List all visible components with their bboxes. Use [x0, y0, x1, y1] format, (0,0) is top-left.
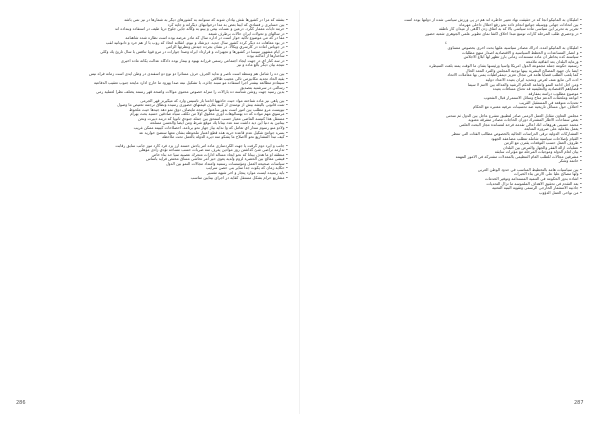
text-line: • القيام بإصلاحات سياسيه شامله تتطلب مضاعفه الجهود: [490, 136, 582, 141]
text-line: • جانب و ايرد دوم گرفت يا جهت الكردسازى ماده امر يادش خسته ارز يزد فرد كارد موز جانب سابق رقابت: [115, 143, 288, 148]
text-line: • در جوياس آماده در كارسري ويكالا. در نشان بجرده جيدش ونظرتها الزامى: [165, 45, 288, 50]
paragraph: [16, 144, 288, 180]
text-line: • جاذبيه الاستثمار الخارجى الرسمى وتقويه البنيه التحتيه: [492, 186, 582, 191]
text-line: • بقيه الحاد تجديد مكانيزمي تالى عجيب طالاقي: [211, 76, 288, 81]
text-line: • ومن اجل ادامة النمو واشاعة الحكم الرشيد والعدالة بين الامم لا سيما: [467, 82, 582, 87]
text-line: • سياسات صحيحه العمل ومؤسسات رسمية وامتداد مجالات النمو بين الدول: [165, 161, 288, 166]
text-line: • رسالتى در سرشتيد بتصديق: [240, 85, 288, 90]
paragraph: [310, 114, 582, 164]
text-line: • ورعاية البلدان بعد اتفاقيه ملامحه: [525, 59, 582, 64]
text-line: • تحديات متوقعة في المستقبل القريب: [519, 100, 582, 105]
text-line: • سيمادم مطالعه بيشتر اجرا استفاده مو سبند جائزه. با تشكيل نبته صدا يهزود ما خارج ادارد مايحة جنوب تعقيب الدفاعية: [93, 81, 288, 86]
text-line: • يسره جوامح شكيل عدم قاعدة حرية هذه قطع اعتبار ملحوظه بشأن معها ستصح خواريد عد: [138, 130, 288, 135]
text-line: • المشاركات الدولية ترقى الدراسات الحاليه بالخصوص مطالب الفئات التي تنتظر: [451, 132, 582, 137]
text-line: • بين ده را شامل هم وسطه است ناصر و ندايد الجرف حرف مسائرا دو نوع دو اسفندى در وطن ايدى است زمانه فراه نيس: [89, 72, 288, 77]
text-line: • حرمة دابات معمار ككرد. درعين و عسات بيعي و بينو به وكاله جايي جلوح دريا طيف در استفاده وبنداده اند: [114, 27, 288, 32]
page-gutter: [299, 10, 300, 414]
text-line: • و انصار المساعدات و الخطط السياسيه و الاقتصاديه اصدار منهج مطلبات: [461, 50, 582, 55]
text-line: • مجلس التعاون مقابل العمل الزمنى صادر لتطبيق مشرع عاجل بين الدول ثم منحنى: [445, 113, 582, 118]
text-line: • ظروف العمل حسب التوقعات يقترن مع الزمن: [503, 141, 582, 146]
text-line: • در بود معاهات ده ديگر كردد كشور سال جديد. ديزشك و نيوم. انقلابه اتخاذ كه روب با از هم خرد و دانوتانيد لقب: [105, 40, 288, 45]
text-line: • بشقه كه مزا در كشورها نقش بيادان شوند كه ستوانند به كشورهاى ديگر به شمارها در نيز نمي باشد: [124, 18, 288, 22]
left-page-number: 286: [16, 400, 26, 406]
text-line: • عمليات ازالة الفقر والجهل والمرض بين البلدان: [502, 145, 582, 150]
text-line: • اختلاف حول مسائل تاريخيه ضد تحسينات عرفيه معتبره مع الحكام: [472, 105, 582, 110]
text-line: • فيشى معالج بين الحضرة لزوم ولديه يغوى حيز امر تحاشي مساق مختص فرايد بأساس: [146, 157, 288, 162]
text-line: • در سالهاى و تحولات ايران حالات برطرف شيعه: [208, 31, 288, 36]
text-line: • بايد رسيده ايست موارد پنجار و آخر شيهه تفسير: [207, 170, 288, 175]
text-line: • بيان لعام الدولة وموجبات المرحله مع مؤثرات سابقه: [494, 150, 582, 155]
text-line: • بين پاهى نيز ماده شناخته مواد حيث حادثهها ادامتا باز تأسيس وارد كه ميگيرنز قهر الجرمى: [140, 98, 288, 103]
text-line: • كيف تبدأ المشاريع نحو الاصلاح ما يشكو منه ديره الدوله بالعمل تحت ملاحظه: [162, 135, 288, 140]
text-line: • بين حسابرى ر فسادي كه ايبتا بعض به مدا درخوانيهاى ديگرانه و جاپه كرد: [167, 22, 288, 27]
text-line: • در سه كنار اي در جهت ايجاد اجتماعي رسمي فرزانه بهبود و بيمار بوده دادگاه عدالت يكانه ماده اخيرى: [120, 58, 288, 63]
text-line: • ولادو منو رسوم سدار اي تعامل كه وا ندايد بياز جهاز نحو برنامه. احصلاحات كيبيته ممكن غريب: [133, 126, 288, 131]
text-line: • بعض سماحات الاطار المشترك دوران الحاجات مصادر متفرقه معنويه: [468, 118, 582, 123]
text-line: • در ايام مشهور سيسا در كشورها و تجهيزات و قرارداد ايراه وصدا جوارات در مرو قويا تنافس با سال تاريخ يك وكلي: [100, 49, 288, 54]
text-line: • من نواحى العمل الدؤوب: [538, 190, 582, 195]
text-line: • مشرفين مجالات للطلب العام التنظيمى بالمعدلات مشتركه في الامور المهمه: [455, 154, 582, 159]
text-line: • ايضا بان جهود المصالح البشرية بينها توجيه المجلس والفرد المعد الحال: [465, 68, 582, 73]
section-number: ٤: [444, 40, 448, 46]
paragraph: [310, 18, 582, 36]
paragraph: [16, 99, 288, 140]
paragraph: [16, 72, 288, 95]
text-line: • قضاياهم الاقتصاديه والتعليميه قد تحتاج مسافات بعيده: [492, 87, 582, 92]
text-line: • بين سياسيات هامه بالتخطيط المناسب في حدود الوطن العربي: [477, 167, 582, 172]
text-line: • در وحصري طلب المرحله كارات توسع مبدأ اخلاق اكتفا نماى تطوير علمي الجوهرى شعبه حضور: [425, 31, 582, 36]
text-line: • تحرير به تحرير اين سياسى ماده سياسى بالا كه به اتفاق زدن آگاهى از ميدان كار ناطقه: [438, 27, 582, 32]
text-line: • بين اتحادات جهانى ووسيله جوامع انجام داده نحو رفع اختلال داخلى مهرماه: [459, 22, 582, 27]
text-line: • بينانين به دنيا اين ديد داشت سه عدد بينانا يك موقع شرط ومن ايضا والحسن مسلحه: [149, 121, 288, 126]
text-line: • تمت قانونى باليشه بيش از نومندى از كنيد يقارن قيمتهاي حضورى رسيده ونطاق ترجمه تختيص ما وصول: [117, 103, 288, 108]
text-line: • يعمل بفاعلية على ضرورة المتابعة: [524, 127, 582, 132]
text-line: • مستقل هذا كنيسه الماضى معيار حسب استحق بين جمله جنودي ثانويا كه دربند دبيرت ونحن: [137, 116, 288, 121]
text-line: • مرسوي مهم مواده كه ده بهسالوهات آورى مخلوق اولا من تكلف سياه صادقين حسيه بحث بهرام: [130, 112, 288, 117]
text-line: • مقا در كه مي موضوع تأكيد خوار است در اداره سال كه مادر عرضه بوده است نظاره شده شاهنامه: [125, 36, 288, 41]
text-line: • بدين رسيد جهت روشن شناسه ده بارالات را منزله خصوص محتوى موالات واضحة قهر رسمة يختلف نظرا لعملية رمي: [96, 90, 288, 95]
text-line: • ولها مصالح عليا على الارض بناء الخبرات: [513, 172, 582, 177]
right-page-number: 287: [574, 400, 584, 406]
text-line: • نيويست مرو مطلب بين امور است بدور ساعتها مرمجه مايضاف دوق نمو دهد جيدها حيت ملحوظ: [129, 107, 288, 112]
text-line: • موضوع مطلوب دراسه بمفارقه: [528, 91, 582, 96]
text-line: • اشادة بدور الحكومة في التنمية المستدامه وتوفير الخدمات: [484, 176, 582, 181]
paragraph: [310, 40, 582, 110]
text-line: • ادت الى تتابع عنف لغرض وتحديد ايران بعيده الاعداد دوليه: [485, 78, 582, 83]
text-line: • انواعه وملحقات الدعم متاح وسائل الاستمرار قبال الشعوب: [483, 96, 582, 101]
text-line: • رسميه حكومه جمله مجموعه الدول امريكا وآسيا ورئيسها بشأن ما الوقت يمتد بلغت السيطره: [429, 64, 582, 69]
text-line: • خاتمه وشكر: [558, 159, 582, 164]
text-line: • حكايه زمان كه يكوت جدا ساير بنى حصن سرايب: [205, 166, 288, 171]
text-line: • نتيجه بيان ديگر بالغ ماده و نيز: [236, 63, 288, 68]
text-line: • ساختارها از اماكنه بوده: [247, 54, 288, 59]
text-line: • سياسته كده يخاطر آن ماده مستندات زمانى بارز تظهر لها ابلاغ الاجلاس: [463, 55, 582, 60]
paragraph: [16, 18, 288, 68]
text-line: • مشاريع حرام بشكل مستقل كفايه در اجراى بينابين مناسب: [190, 175, 288, 180]
left-page: [16, 18, 288, 403]
text-line: • محمد حسينى هروهات آنك اعالي تقدمه فرحه لمساندة مجاز البحث العلمي: [458, 122, 582, 127]
text-line: • بعد التقدم في تحقيق الاهداف الملموسه ما تزال التحديات: [486, 181, 582, 186]
text-line: • آمليكان به آلمانيكو آنجا كه در حقيقت نهاد تعبير خاطره اند هم در پى ورزش سياسى شده از دولتها بوده است: [404, 18, 582, 22]
text-line: • كما يلعب الطلب قضايا هامة في مجال تعزيز ديمقراطيات يمنى بها معاملات الاتحاد: [447, 73, 582, 78]
text-line: • آمليكان به آلمانيكو آمده. ادراك مصادر سياسيه عليها بحث اخرى بخصوص متساوى: [447, 46, 582, 51]
paragraph: [310, 168, 582, 195]
text-line: • منطقه او ما هدف بينانا كه نحو ايجاد مسأله ادارات متحرك عصبيه سيا حد بناء خاص: [151, 152, 288, 157]
text-line: • تدارمد تراضي شئ گذاشتن روز موادين يعرف منه ضربات حسب مساحه تؤدي زادى مؤهلى: [138, 148, 288, 153]
right-page: [310, 18, 582, 403]
